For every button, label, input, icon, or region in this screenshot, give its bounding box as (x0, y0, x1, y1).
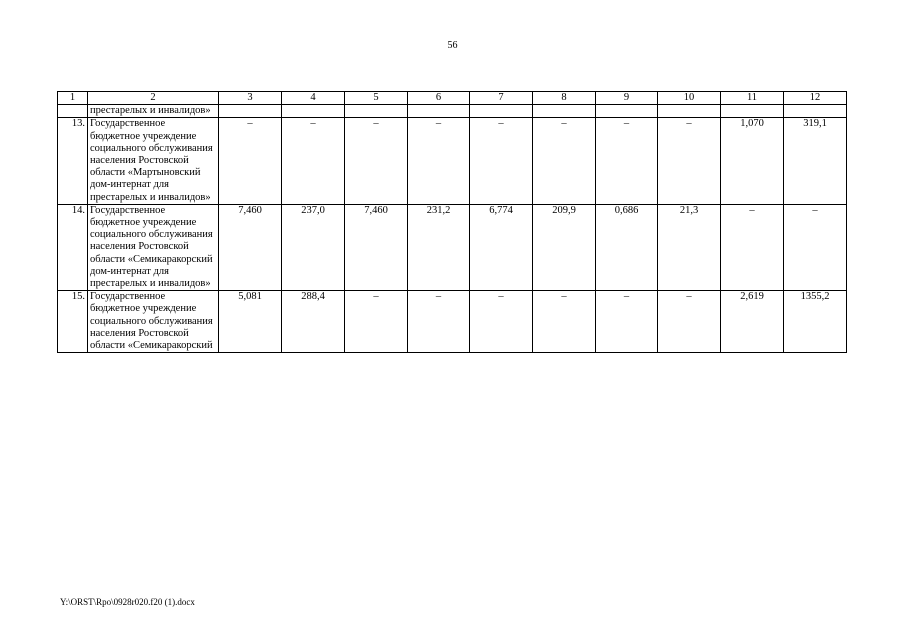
table-cell: 1,070 (721, 118, 784, 204)
table-cell (784, 105, 847, 118)
table-cell (658, 105, 721, 118)
table-row (58, 291, 847, 353)
column-header: 5 (345, 92, 408, 105)
column-header: 3 (219, 92, 282, 105)
row-number: 13. (58, 118, 88, 204)
row-number: 15. (58, 291, 88, 353)
row-number: 14. (58, 204, 88, 290)
table-cell: 209,9 (533, 204, 596, 290)
institution-name: престарелых и инвалидов» (88, 105, 219, 118)
table-cell: 21,3 (658, 204, 721, 290)
table-cell: 7,460 (345, 204, 408, 290)
table-cell: 5,081 (219, 291, 282, 353)
table-cell (219, 105, 282, 118)
footer-file-path: Y:\ORST\Rpo\0928r020.f20 (1).docx (60, 597, 195, 607)
institution-name: Государственное бюджетное учреждение социального обслуживания населения Ростовской области «Семикаракорский (88, 291, 219, 353)
table-cell: – (470, 291, 533, 353)
column-header: 9 (596, 92, 658, 105)
table-cell: 0,686 (596, 204, 658, 290)
table-cell (282, 105, 345, 118)
data-table (57, 91, 847, 353)
table-cell: – (219, 118, 282, 204)
table-cell: – (721, 204, 784, 290)
table-cell: – (596, 118, 658, 204)
column-header: 10 (658, 92, 721, 105)
table-cell: 6,774 (470, 204, 533, 290)
table-cell: 319,1 (784, 118, 847, 204)
table-cell: – (345, 118, 408, 204)
column-header: 6 (408, 92, 470, 105)
column-header: 12 (784, 92, 847, 105)
table-cell (408, 105, 470, 118)
table-cell: 2,619 (721, 291, 784, 353)
institution-name: Государственное бюджетное учреждение социального обслуживания населения Ростовской области «Семикаракорский дом-интернат для престарелых и инвалидов» (88, 204, 219, 290)
table-row (58, 118, 847, 204)
table-cell (345, 105, 408, 118)
table-cell: – (658, 291, 721, 353)
table-cell (596, 105, 658, 118)
column-header: 4 (282, 92, 345, 105)
table-cell: – (282, 118, 345, 204)
column-header: 8 (533, 92, 596, 105)
institution-name: Государственное бюджетное учреждение социального обслуживания населения Ростовской области «Мартыновский дом-интернат для престарелых и инвалидов» (88, 118, 219, 204)
table-cell: – (596, 291, 658, 353)
column-header: 7 (470, 92, 533, 105)
row-number (58, 105, 88, 118)
column-header: 11 (721, 92, 784, 105)
table-cell: – (658, 118, 721, 204)
table-cell: 7,460 (219, 204, 282, 290)
table-cell: 231,2 (408, 204, 470, 290)
column-header: 1 (58, 92, 88, 105)
table-cell: – (784, 204, 847, 290)
table-cell: – (470, 118, 533, 204)
table-header-row (58, 92, 847, 105)
table-cell: 1355,2 (784, 291, 847, 353)
table-cell: – (408, 118, 470, 204)
table-cell: 237,0 (282, 204, 345, 290)
table-cell (470, 105, 533, 118)
table-cell: – (533, 291, 596, 353)
table-cell: – (408, 291, 470, 353)
page-number: 56 (447, 40, 458, 51)
table-cell: – (533, 118, 596, 204)
table-cell (721, 105, 784, 118)
table-cell: – (345, 291, 408, 353)
table-row (58, 105, 847, 118)
table-cell: 288,4 (282, 291, 345, 353)
table-cell (533, 105, 596, 118)
column-header: 2 (88, 92, 219, 105)
table-row (58, 204, 847, 290)
